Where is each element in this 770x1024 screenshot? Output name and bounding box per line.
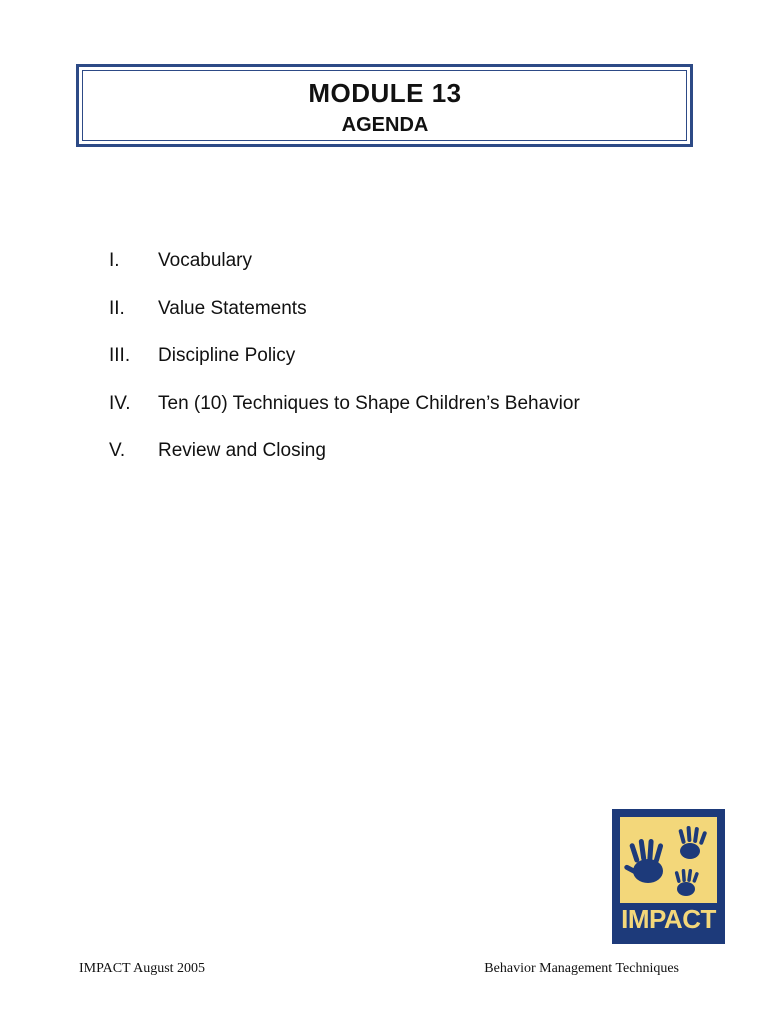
module-title: MODULE 13 xyxy=(308,78,462,108)
impact-logo-text: IMPACT xyxy=(621,904,716,934)
agenda-item-label: Review and Closing xyxy=(158,440,326,461)
agenda-item-number: I. xyxy=(109,250,120,271)
agenda-item-label: Value Statements xyxy=(158,297,307,319)
agenda-item xyxy=(109,298,709,346)
footer-right-text: Behavior Management Techniques xyxy=(484,961,679,976)
agenda-item xyxy=(109,440,709,488)
agenda-title: AGENDA xyxy=(341,114,429,136)
agenda-item-number: III. xyxy=(109,345,131,366)
agenda-item-label: Ten (10) Techniques to Shape Children’s Behavior xyxy=(158,392,580,414)
agenda-item xyxy=(109,250,709,298)
agenda-item-number: II. xyxy=(109,297,125,319)
agenda-item-number: V. xyxy=(109,440,126,461)
agenda-item xyxy=(109,345,709,393)
agenda-item-number: IV. xyxy=(109,392,131,414)
agenda-item-label: Vocabulary xyxy=(158,250,253,271)
agenda-item xyxy=(109,393,709,441)
agenda-list xyxy=(109,250,709,488)
agenda-item-label: Discipline Policy xyxy=(158,345,296,366)
footer-left-text: IMPACT August 2005 xyxy=(79,961,206,976)
